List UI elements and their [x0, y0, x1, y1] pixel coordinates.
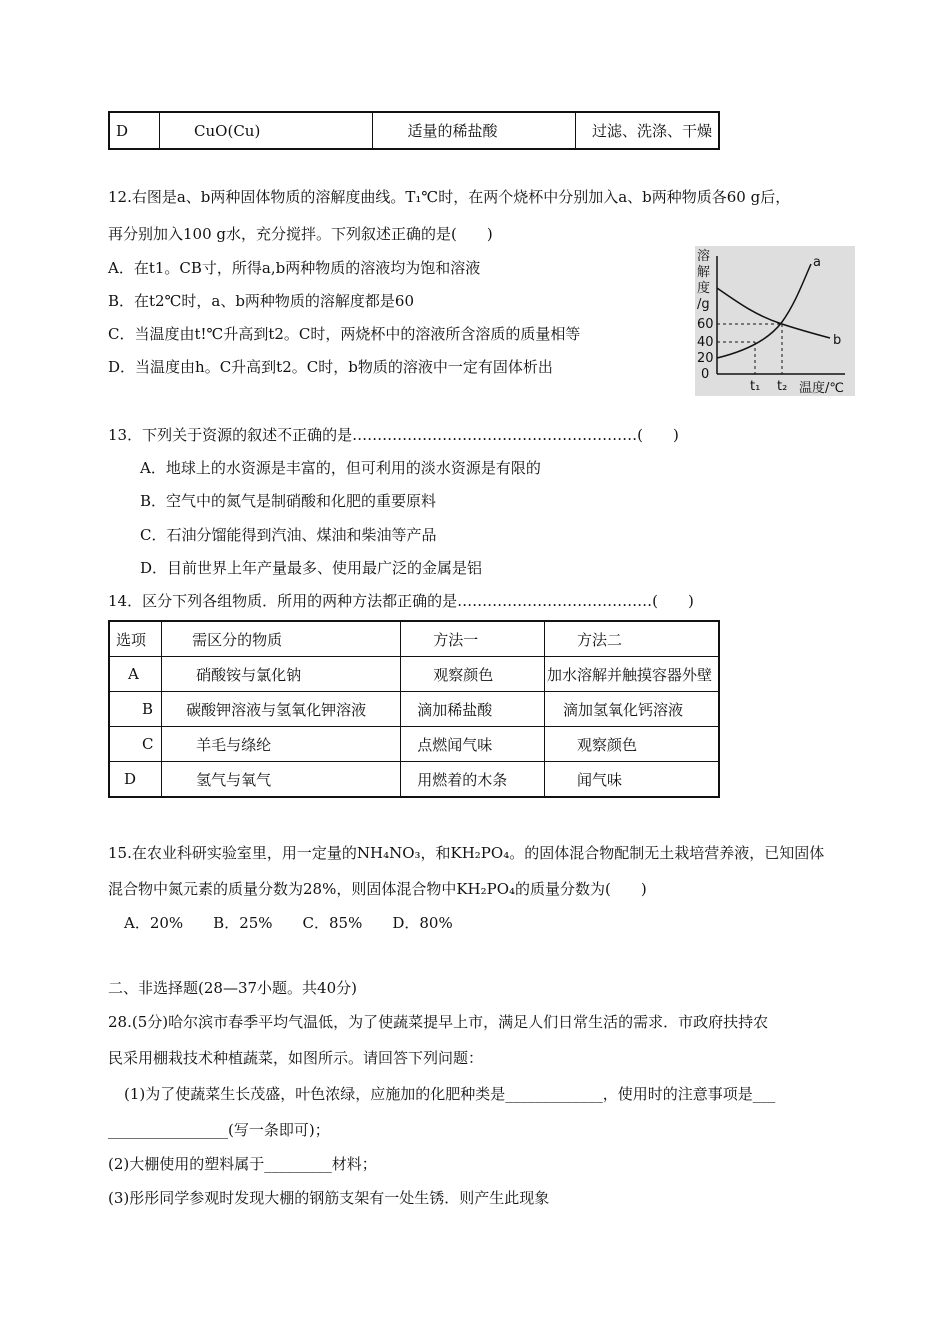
q28-part1-line2: ________________(写一条即可)； [108, 1121, 330, 1139]
table-cell: 滴加氢氧化钙溶液 [544, 692, 719, 727]
table-cell: 闻气味 [544, 762, 719, 798]
ylabel-2: 解 [697, 265, 711, 280]
ytick-60: 60 [697, 317, 714, 332]
q13-option-a: A．地球上的水资源是丰富的，但可利用的淡水资源是有限的 [140, 459, 541, 477]
q15-options: A．20% B．25% C．85% D．80% [124, 914, 453, 932]
curve-b-label: b [833, 333, 842, 348]
table-row [109, 727, 719, 762]
q28-line2: 民采用棚栽技术种植蔬菜，如图所示。请回答下列问题： [108, 1049, 484, 1067]
q28-line1: 28.(5分)哈尔滨市春季平均气温低，为了使蔬菜提早上市，满足人们日常生活的需求．市政府扶持农 [108, 1013, 769, 1031]
table-cell: 点燃闻气味 [401, 727, 545, 762]
ytick-20: 20 [697, 351, 714, 366]
table-cell: CuO(Cu) [160, 112, 373, 149]
table-cell: 加水溶解并触摸容器外壁 [544, 657, 719, 692]
q12-option-d: D．当温度由h。C升高到t2。C时，b物质的溶液中一定有固体析出 [108, 358, 553, 376]
q14-table [108, 620, 720, 798]
q28-part3: (3)彤彤同学参观时发现大棚的钢筋支架有一处生锈．则产生此现象 [108, 1189, 550, 1207]
ytick-0: 0 [701, 367, 710, 382]
header-cell: 方法二 [544, 621, 719, 657]
header-cell: 方法一 [401, 621, 545, 657]
table-row [109, 112, 719, 149]
table-cell: B [109, 692, 162, 727]
table-cell: 滴加稀盐酸 [401, 692, 545, 727]
section2-title: 二、非选择题(28—37小题。共40分) [108, 979, 357, 997]
curve-a-label: a [813, 255, 821, 270]
table-cell: 用燃着的木条 [401, 762, 545, 798]
solubility-graph [695, 246, 855, 396]
table-cell: 观察颜色 [401, 657, 545, 692]
table-cell: C [109, 727, 162, 762]
table-row [109, 657, 719, 692]
top-table [108, 111, 720, 150]
xlabel: 温度/℃ [799, 381, 844, 396]
q12-option-a: A．在t1。CB寸，所得a,b两种物质的溶液均为饱和溶液 [108, 259, 481, 277]
table-cell: 羊毛与绦纶 [162, 727, 401, 762]
q15-line1: 15.在农业科研实验室里，用一定量的NH₄NO₃，和KH₂PO₄。的固体混合物配制无土栽培营养液，已知固体 [108, 844, 825, 862]
table-header-row [109, 621, 719, 657]
table-cell: 过滤、洗涤、干燥 [575, 112, 719, 149]
q14-stem: 14．区分下列各组物质．所用的两种方法都正确的是…………………………………( ) [108, 592, 694, 610]
header-cell: 需区分的物质 [162, 621, 401, 657]
q12-option-b: B．在t2℃时，a、b两种物质的溶解度都是60 [108, 292, 415, 310]
q28-part1-line1: (1)为了使蔬菜生长茂盛，叶色浓绿，应施加的化肥种类是_____________，使用时的注意事项是___ [124, 1085, 776, 1103]
table-cell: 碳酸钾溶液与氢氧化钾溶液 [162, 692, 401, 727]
q12-stem-line2: 再分别加入100 g水，充分搅拌。下列叙述正确的是( ) [108, 225, 493, 243]
curve-a [717, 264, 811, 358]
table-cell: A [109, 657, 162, 692]
table-cell: 适量的稀盐酸 [373, 112, 576, 149]
table-cell: 硝酸铵与氯化钠 [162, 657, 401, 692]
q13-option-c: C．石油分馏能得到汽油、煤油和柴油等产品 [140, 526, 437, 544]
q13-option-d: D．目前世界上年产量最多、使用最广泛的金属是铝 [140, 559, 483, 577]
q12-option-c: C．当温度由t!℃升高到t2。C时，两烧杯中的溶液所含溶质的质量相等 [108, 325, 581, 343]
q15-line2: 混合物中氮元素的质量分数为28%，则固体混合物中KH₂PO₄的质量分数为( ) [108, 880, 647, 898]
xtick-t2: t₂ [777, 379, 788, 394]
header-cell: 选项 [109, 621, 162, 657]
ylabel-3: 度 [697, 281, 711, 296]
q13-stem: 13．下列关于资源的叙述不正确的是…………………………………………………( ) [108, 426, 679, 444]
q13-option-b: B．空气中的氮气是制硝酸和化肥的重要原料 [140, 492, 437, 510]
xtick-t1: t₁ [750, 379, 761, 394]
table-cell: 观察颜色 [544, 727, 719, 762]
ylabel-1: 溶 [697, 249, 711, 264]
ytick-40: 40 [697, 335, 714, 350]
table-cell: D [109, 762, 162, 798]
table-row [109, 762, 719, 798]
table-cell: 氢气与氧气 [162, 762, 401, 798]
ylabel-4: /g [697, 297, 710, 312]
table-cell: D [109, 112, 160, 149]
q12-stem-line1: 12.右图是a、b两种固体物质的溶解度曲线。T₁℃时，在两个烧杯中分别加入a、b两种物质各60 g后， [108, 188, 791, 206]
solubility-graph-svg [695, 246, 855, 396]
table-row [109, 692, 719, 727]
q28-part2: (2)大棚使用的塑料属于_________材料； [108, 1155, 377, 1173]
